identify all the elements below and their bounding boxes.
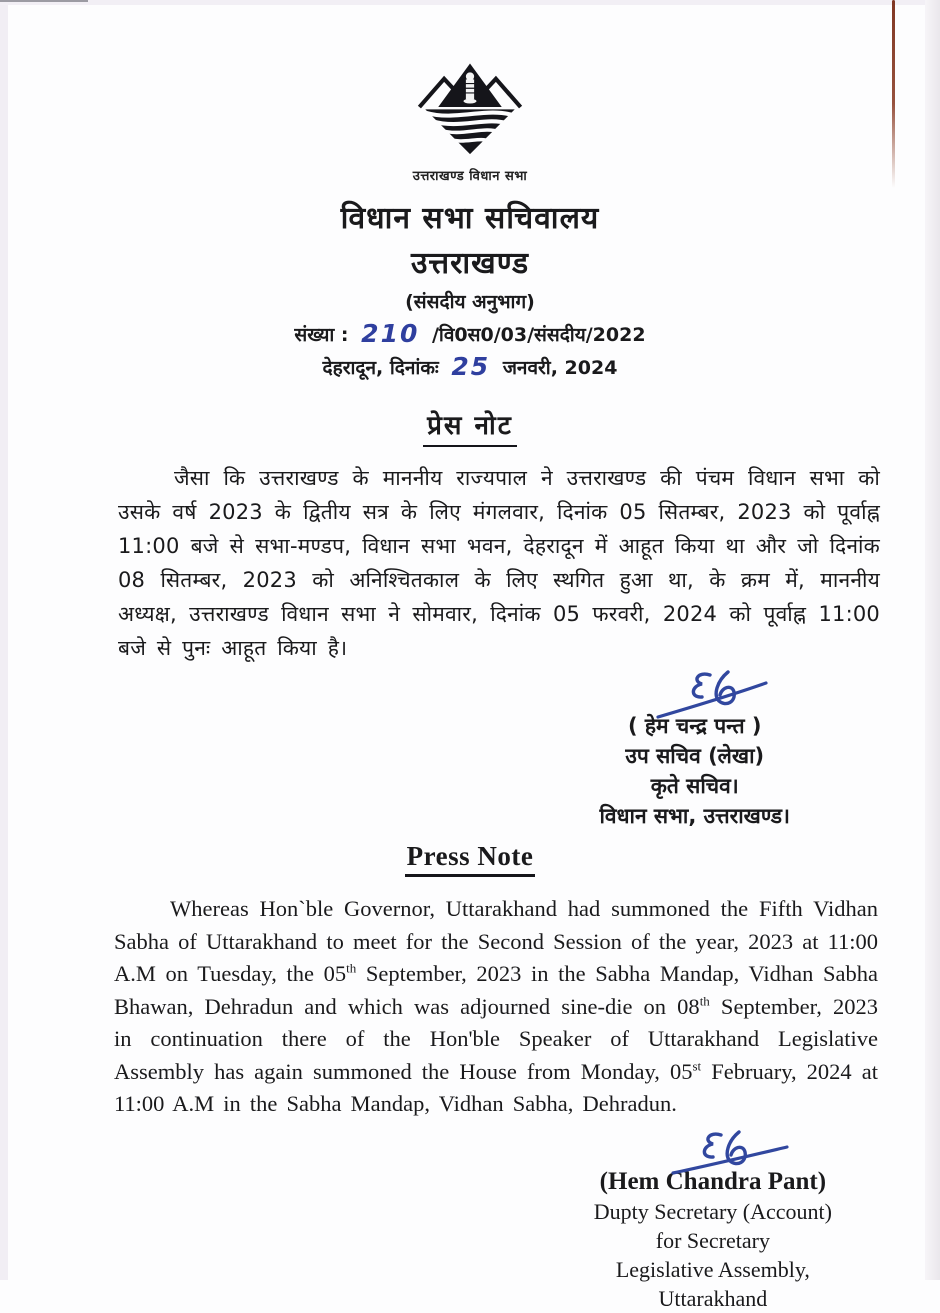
hindi-signatory-name: ( हेम चन्द्र पन्त ) [627, 714, 762, 738]
handwritten-date: 25 [451, 352, 491, 381]
hindi-signatory-title: उप सचिव (लेखा) [625, 744, 765, 768]
english-signature-block [594, 1125, 832, 1313]
section-name: (संसदीय अनुभाग) [405, 291, 535, 313]
hindi-body-paragraph: जैसा कि उत्तराखण्ड के माननीय राज्यपाल ने उत्तराखण्ड की पंचम विधान सभा को उसके वर्ष 2023 के द्वितीय सत्र के लिए मंगलवार, दिनांक 05 सितम्बर, 2023 को पूर्वाह्न 11:00 बजे से सभा-मण्डप, विधान सभा भवन, देहरादून में आहूत किया था और जो दिनांक 08 सितम्बर, 2023 को अनिश्चितकाल के लिए स्थगित हुआ था, के क्रम में, माननीय अध्यक्ष, उत्तराखण्ड विधान सभा ने सोमवार, दिनांक 05 फरवरी, 2024 को पूर्वाह्न 11:00 बजे से पुनः आहूत किया है। [118, 466, 880, 660]
state-name: उत्तराखण्ड [410, 246, 530, 281]
english-signatory-org1: Legislative Assembly, [615, 1256, 810, 1282]
letterhead [0, 196, 940, 380]
english-body-paragraph: Whereas Hon`ble Governor, Uttarakhand had summoned the Fifth Vidhan Sabha of Uttarakhand to meet for the Second Session of the year, 2023 at 11:00 A.M on Tuesday, the 05th September, 2023 in the Sabha Mandap, Vidhan Sabha Bhawan, Dehradun and which was adjourned sine-die on 08th September, 2023 in continuation there of the Hon'ble Speaker of Uttarakhand Legislative Assembly has again summoned the House from Monday, 05st February, 2024 at 11:00 A.M in the Sabha Mandap, Vidhan Sabha, Dehradun. [114, 896, 878, 1116]
hindi-signature-block [599, 667, 790, 831]
number-label: संख्या : [294, 324, 349, 346]
hindi-heading-wrap [0, 406, 940, 447]
emblem-block [0, 60, 940, 184]
reference-number-line [0, 318, 940, 347]
english-signatory-name: (Hem Chandra Pant) [599, 1167, 827, 1195]
hindi-signatory-for: कृते सचिव। [650, 774, 739, 798]
uttarakhand-vidhan-sabha-emblem-icon [401, 60, 539, 160]
english-signatory-for: for Secretary [655, 1227, 770, 1253]
hindi-press-note-heading: प्रेस नोट [423, 406, 517, 447]
handwritten-number: 210 [361, 319, 420, 348]
signature-ink-icon [657, 1125, 797, 1181]
hindi-signatory-org: विधान सभा, उत्तराखण्ड। [599, 804, 790, 828]
date-label: देहरादून, दिनांकः [322, 357, 439, 379]
english-signature-row [0, 1125, 940, 1313]
english-signatory-title: Dupty Secretary (Account) [593, 1198, 832, 1224]
emblem-caption: उत्तराखण्ड विधान सभा [412, 169, 528, 184]
signature-ink-icon [644, 667, 774, 725]
number-suffix: /वि0स0/03/संसदीय/2022 [431, 324, 646, 346]
place-date-line [0, 351, 940, 380]
english-press-note-heading: Press Note [405, 841, 536, 877]
office-title: विधान सभा सचिवालय [340, 201, 600, 236]
hindi-signature-row [0, 667, 940, 831]
english-signatory-org2: Uttarakhand [658, 1285, 768, 1311]
date-suffix: जनवरी, 2024 [502, 357, 618, 379]
english-heading-wrap [0, 841, 940, 877]
